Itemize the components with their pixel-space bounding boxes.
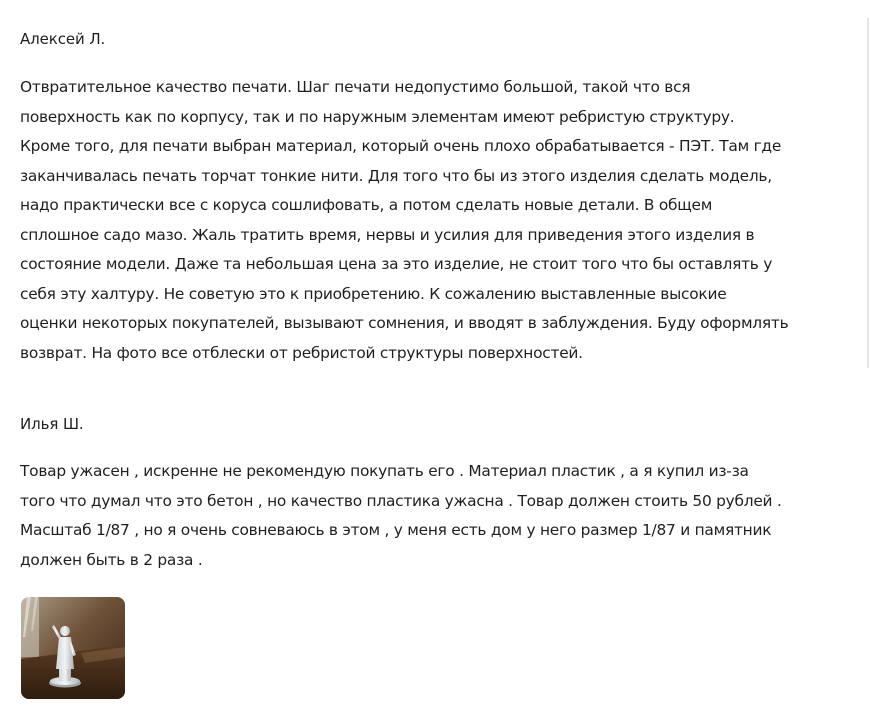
review-text: Отвратительное качество печати. Шаг печати недопустимо большой, такой что вся поверхность как по корпусу, так и по наружным элементам имеют ребристую структуру. Кроме того, для печати выбран материал, который очень плохо обрабатывается - ПЭТ. Там где заканчивалась печать торчат тонкие нити. Для того что бы из этого изделия сделать модель, надо практически все с коруса сошлифовать, а потом сделать новые детали. В общем сплошное садо мазо. Жаль тратить время, нервы и усилия для приведения этого изделия в состояние модели. Даже та небольшая цена за это изделие, не стоит того что бы оставлять у себя эту халтуру. Не советую это к приобретению. К сожалению выставленные высокие оценки некоторых покупателей, вызывают сомнения, и вводят в заблуждения. Буду оформлять возврат. На фото все отблески от ребристой структуры поверхностей. bbox=[20, 78, 789, 362]
review-text: Товар ужасен , искренне не рекомендую покупать его . Материал пластик , а я купил из-за того что думал что это бетон , но качество пластика ужасна . Товар должен стоить 50 рублей . Масштаб 1/87 , но я очень совневаюсь в этом , у меня есть дом у него размер 1/87 и памятник должен быть в 2 раза . bbox=[20, 462, 782, 569]
reviews-list bbox=[20, 28, 866, 569]
review-item bbox=[20, 28, 866, 368]
review-author: Алексей Л. bbox=[20, 30, 106, 48]
scrollbar-track[interactable] bbox=[867, 18, 869, 368]
review-photo-thumbnail[interactable] bbox=[21, 597, 125, 699]
review-item bbox=[20, 413, 866, 575]
review-author: Илья Ш. bbox=[20, 415, 84, 433]
statue-photo-icon bbox=[21, 597, 125, 699]
